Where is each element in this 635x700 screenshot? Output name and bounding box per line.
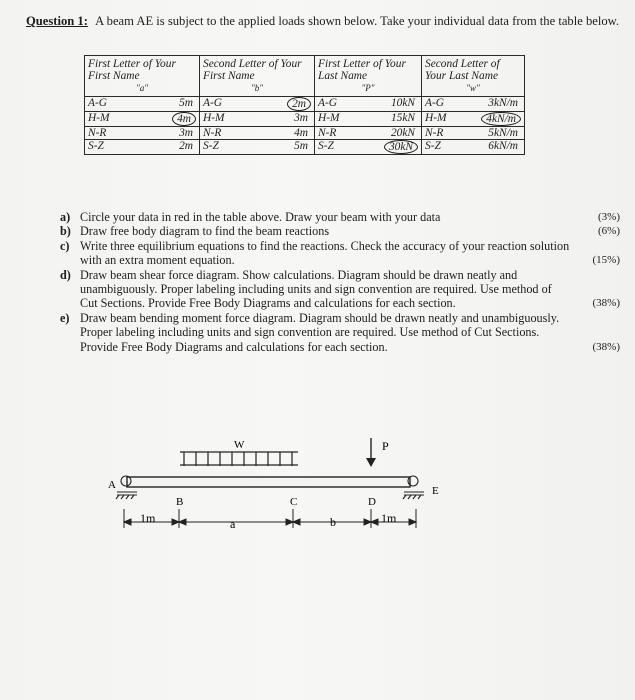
- task-line: unambiguously. Proper labeling including units and sign convention are required. Use method of: [80, 282, 552, 297]
- data-value: 5m: [179, 97, 193, 109]
- data-value: 3m: [294, 112, 308, 124]
- load-w-label: W: [234, 439, 245, 451]
- point-c-label: C: [290, 496, 298, 508]
- letter-range: S-Z: [88, 140, 104, 152]
- dimension-line: [124, 509, 416, 528]
- data-table: [84, 55, 525, 155]
- task-letter: a): [60, 210, 71, 224]
- letter-range: S-Z: [318, 140, 334, 152]
- header-cell: [422, 56, 525, 97]
- data-value: 5m: [294, 140, 308, 152]
- question-text: A beam AE is subject to the applied loads shown below. Take your individual data from the table below.: [95, 14, 620, 28]
- task-letter: d): [60, 267, 71, 282]
- letter-range: N-R: [425, 127, 444, 139]
- task-line: Cut Sections. Provide Free Body Diagrams and calculations for each section.: [80, 296, 456, 311]
- header-symbol: "w": [466, 83, 480, 93]
- question-label: Question 1:: [26, 14, 88, 28]
- task-line: Proper labeling including units and sign convention are required. Use method of Cut Sections.: [80, 325, 540, 340]
- task-line: Provide Free Body Diagrams and calculations for each section.: [80, 339, 388, 354]
- data-value: 10kN: [390, 97, 415, 109]
- data-value: 15kN: [390, 112, 415, 124]
- task-percent: (38%): [592, 340, 620, 353]
- data-value: 20kN: [390, 127, 415, 139]
- dim-a-label: a: [230, 517, 236, 531]
- header-title: Second Letter of Your First Name: [203, 58, 302, 82]
- task-item: [60, 268, 620, 311]
- table-cell: [85, 127, 200, 140]
- task-percent: (6%): [598, 225, 620, 238]
- table-cell: [422, 127, 525, 140]
- letter-range: A-G: [425, 97, 444, 109]
- letter-range: S-Z: [425, 140, 441, 152]
- letter-range: A-G: [88, 97, 107, 109]
- data-value: 4m: [294, 127, 308, 139]
- point-b-label: B: [176, 496, 184, 508]
- header-symbol: "b": [250, 83, 264, 93]
- data-value: 3kN/m: [488, 97, 518, 109]
- letter-range: N-R: [318, 127, 337, 139]
- task-list: [60, 210, 620, 354]
- task-line: Draw beam bending moment force diagram. Diagram should be drawn neatly and unambiguously.: [80, 310, 560, 325]
- circled-data-value: 4kN/m: [481, 112, 521, 126]
- task-percent: (3%): [598, 211, 620, 223]
- point-a-label: A: [108, 479, 116, 491]
- circled-data-value: 4m: [172, 112, 196, 126]
- letter-range: H-M: [425, 112, 447, 124]
- dim-b-label: b: [330, 515, 336, 529]
- task-item: [60, 210, 620, 224]
- table-row: [85, 112, 525, 127]
- point-d-label: D: [368, 496, 376, 508]
- distributed-load: [180, 452, 298, 466]
- letter-range: H-M: [318, 112, 340, 124]
- table-row: [85, 97, 525, 112]
- table-cell: [315, 127, 422, 140]
- load-p-label: P: [382, 439, 389, 453]
- table-row: [85, 127, 525, 140]
- header-cell: [85, 56, 200, 97]
- task-line: with an extra moment equation.: [80, 253, 235, 268]
- header-title: First Letter of Your Last Name: [318, 58, 406, 82]
- table-cell: [85, 97, 200, 112]
- header-symbol: "a": [135, 83, 149, 93]
- header-cell: [315, 56, 422, 97]
- data-value: 6kN/m: [488, 140, 518, 152]
- task-line: Draw beam shear force diagram. Show calculations. Diagram should be drawn neatly and: [80, 267, 518, 282]
- letter-range: H-M: [203, 112, 225, 124]
- roller-support-e: [403, 476, 424, 499]
- data-value: 2m: [179, 140, 193, 152]
- table-cell: [85, 112, 200, 127]
- task-letter: e): [60, 310, 70, 325]
- beam: [127, 477, 410, 487]
- table-cell: [315, 97, 422, 112]
- circled-data-value: 2m: [287, 97, 311, 111]
- data-value: 3m: [179, 127, 193, 139]
- task-percent: (15%): [592, 254, 620, 267]
- letter-range: N-R: [88, 127, 107, 139]
- letter-range: S-Z: [203, 140, 219, 152]
- task-line: Write three equilibrium equations to find the reactions. Check the accuracy of your reaction solution: [80, 238, 570, 253]
- table-cell: [422, 112, 525, 127]
- dim-left-label: 1m: [140, 511, 156, 525]
- task-item: [60, 239, 620, 268]
- header-symbol: "P": [361, 83, 375, 93]
- task-letter: b): [60, 224, 71, 239]
- header-title: First Letter of Your First Name: [88, 58, 176, 82]
- table-row: [85, 140, 525, 155]
- table-cell: [422, 140, 525, 155]
- point-e-label: E: [432, 485, 439, 497]
- table-cell: [200, 140, 315, 155]
- point-load-arrow: [366, 438, 376, 467]
- table-cell: [200, 97, 315, 112]
- task-percent: (38%): [592, 297, 620, 310]
- letter-range: N-R: [203, 127, 222, 139]
- header-title: Second Letter of Your Last Name: [425, 58, 500, 82]
- task-item: [60, 311, 620, 354]
- table-cell: [200, 112, 315, 127]
- letter-range: H-M: [88, 112, 110, 124]
- task-line: Draw free body diagram to find the beam reactions: [80, 224, 330, 239]
- letter-range: A-G: [203, 97, 222, 109]
- table-cell: [315, 140, 422, 155]
- table-cell: [85, 140, 200, 155]
- dim-right-label: 1m: [381, 511, 397, 525]
- letter-range: A-G: [318, 97, 337, 109]
- table-cell: [200, 127, 315, 140]
- table-header-row: [85, 56, 525, 97]
- table-cell: [315, 112, 422, 127]
- task-letter: c): [60, 238, 70, 253]
- data-value: 5kN/m: [488, 127, 518, 139]
- task-item: [60, 224, 620, 238]
- table-cell: [422, 97, 525, 112]
- question-header: [26, 14, 626, 29]
- header-cell: [200, 56, 315, 97]
- pin-support-a: [116, 476, 137, 499]
- task-line: Circle your data in red in the table above. Draw your beam with your data: [80, 210, 441, 224]
- circled-data-value: 30kN: [384, 140, 418, 154]
